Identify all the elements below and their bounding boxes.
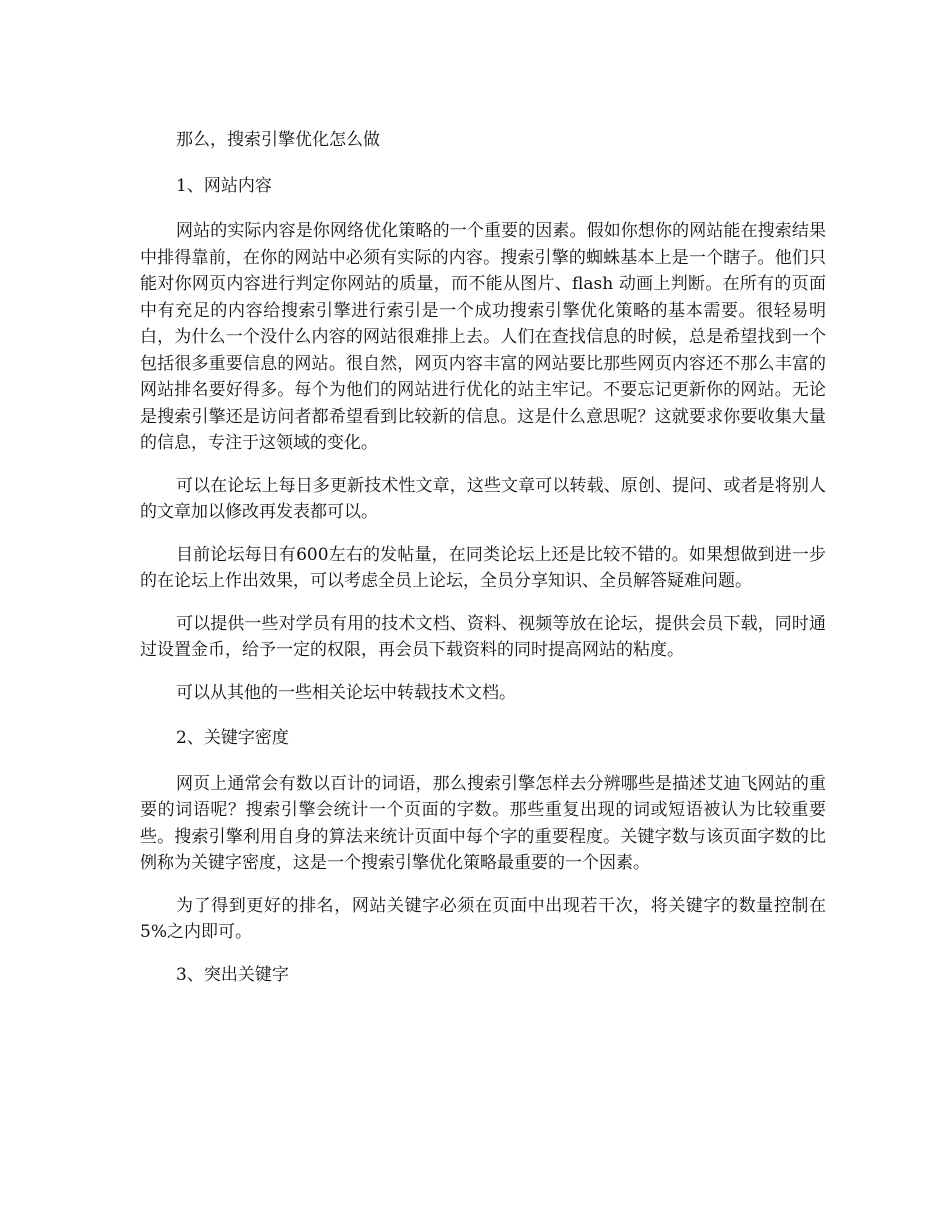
section-1-paragraph-1: 网站的实际内容是你网络优化策略的一个重要的因素。假如你想你的网站能在搜索结果中排得靠前，在你的网站中必须有实际的内容。搜索引擎的蜘蛛基本上是一个瞎子。他们只能对你网页内容进行判定你网站的质量，而不能从图片、flash 动画上判断。在所有的页面中有充足的内容给搜索引擎进行索引是一个成功搜索引擎优化策略的基本需要。很轻易明白，为什么一个没什么内容的网站很难排上去。人们在查找信息的时候，总是希望找到一个包括很多重要信息的网站。很自然，网页内容丰富的网站要比那些网页内容还不那么丰富的网站排名要好得多。每个为他们的网站进行优化的站主牢记。不要忘记更新你的网站。无论是搜索引擎还是访问者都希望看到比较新的信息。这是什么意思呢？这就要求你要收集大量的信息，专注于这领域的变化。 xyxy=(140,221,826,453)
section-2-paragraph-1: 网页上通常会有数以百计的词语，那么搜索引擎怎样去分辨哪些是描述艾迪飞网站的重要的词语呢？搜索引擎会统计一个页面的字数。那些重复出现的词或短语被认为比较重要些。搜索引擎利用自身的算法来统计页面中每个字的重要程度。关键字数与该页面字数的比例称为关键字密度，这是一个搜索引擎优化策略最重要的一个因素。 xyxy=(140,773,826,873)
section-1-paragraph-4: 可以提供一些对学员有用的技术文档、资料、视频等放在论坛，提供会员下载，同时通过设置金币，给予一定的权限，再会员下载资料的同时提高网站的粘度。 xyxy=(140,613,826,660)
section-2-paragraph-2: 为了得到更好的排名，网站关键字必须在页面中出现若干次，将关键字的数量控制在5%之内即可。 xyxy=(140,895,826,942)
section-2-heading: 2、关键字密度 xyxy=(176,728,289,748)
section-1-paragraph-2: 可以在论坛上每日多更新技术性文章，这些文章可以转载、原创、提问、或者是将别人的文章加以修改再发表都可以。 xyxy=(140,475,826,522)
document-page xyxy=(140,127,826,1007)
document-title: 那么，搜索引擎优化怎么做 xyxy=(176,130,380,150)
section-3-heading: 3、突出关键字 xyxy=(176,964,289,985)
section-1-heading: 1、网站内容 xyxy=(176,175,272,196)
section-1-paragraph-5: 可以从其他的一些相关论坛中转载技术文档。 xyxy=(176,682,516,703)
section-1-paragraph-3: 目前论坛每日有600左右的发帖量，在同类论坛上还是比较不错的。如果想做到进一步的在论坛上作出效果，可以考虑全员上论坛，全员分享知识、全员解答疑难问题。 xyxy=(140,544,826,591)
